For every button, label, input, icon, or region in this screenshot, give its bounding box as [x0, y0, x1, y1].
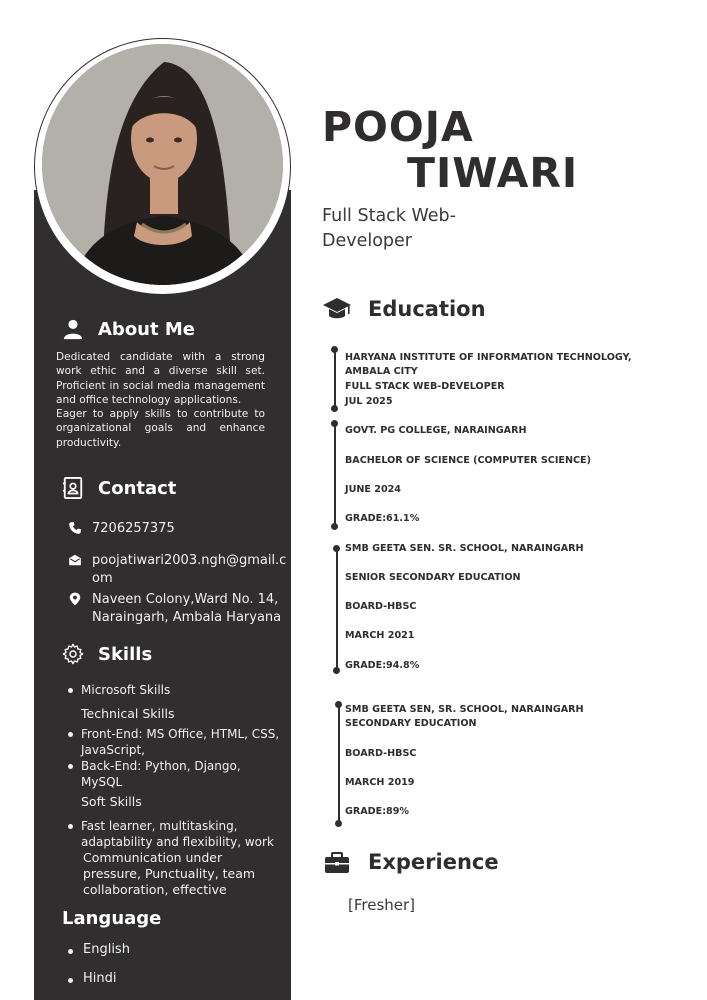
phone-icon [66, 520, 84, 538]
gear-icon [62, 643, 84, 665]
address-text: Naveen Colony,Ward No. 14, Naraingarh, Ambala Haryana [92, 592, 282, 625]
language-item: English [66, 942, 130, 957]
timeline-dot [331, 405, 338, 412]
timeline-line [334, 425, 336, 527]
language-item: Hindi [66, 971, 117, 986]
skill-item: Back-End: Python, Django, MySQL [66, 758, 281, 790]
contact-heading [62, 477, 176, 499]
edu-date: JUL 2025 [345, 396, 393, 407]
location-pin-icon [66, 591, 84, 626]
timeline-dot [335, 701, 342, 708]
timeline-dot [335, 820, 342, 827]
edu-program: SENIOR SECONDARY EDUCATION [345, 572, 521, 583]
edu-grade: GRADE:61.1% [345, 513, 420, 524]
edu-grade: GRADE:89% [345, 806, 410, 817]
timeline-dot [333, 545, 340, 552]
edu-institution: AMBALA CITY [345, 366, 418, 377]
contact-address [66, 591, 288, 626]
skill-item: Front-End: MS Office, HTML, CSS, JavaScript, [66, 726, 281, 758]
edu-grade: GRADE:94.8% [345, 660, 420, 671]
skill-item: Communication under pressure, Punctuality, team collaboration, effective [83, 850, 256, 897]
contact-card-icon [62, 477, 84, 499]
edu-program: BACHELOR OF SCIENCE (COMPUTER SCIENCE) [345, 455, 591, 466]
phone-number[interactable]: 7206257375 [92, 521, 175, 536]
skill-item: Fast learner, multitasking, adaptability and flexibility, work [66, 818, 281, 850]
mail-icon [66, 552, 84, 587]
experience-value: [Fresher] [348, 896, 416, 914]
timeline-line [334, 350, 336, 408]
name-last: TIWARI [407, 149, 579, 197]
edu-institution: SMB GEETA SEN, SR. SCHOOL, NARAINGARH [345, 704, 584, 715]
timeline-dot [331, 420, 338, 427]
experience-title: Experience [368, 850, 499, 874]
skills-heading [62, 643, 152, 665]
job-title: Full Stack Web-Developer [322, 206, 456, 251]
edu-date: MARCH 2019 [345, 777, 415, 788]
contact-phone [66, 520, 288, 538]
edu-institution: GOVT. PG COLLEGE, NARAINGARH [345, 425, 527, 436]
profile-photo [42, 44, 283, 285]
edu-date: JUNE 2024 [345, 484, 401, 495]
timeline-dot [331, 523, 338, 530]
skills-title: Skills [98, 643, 153, 665]
timeline-dot [331, 346, 338, 353]
name-first: POOJA [322, 103, 474, 151]
skill-subheading: Technical Skills [81, 706, 175, 721]
edu-board: BOARD-HBSC [345, 601, 417, 612]
timeline-line [338, 706, 340, 824]
edu-board: BOARD-HBSC [345, 748, 417, 759]
briefcase-icon [322, 847, 352, 877]
user-icon [62, 318, 84, 340]
skill-item: Microsoft Skills [66, 682, 281, 698]
edu-date: MARCH 2021 [345, 630, 415, 641]
portrait-illustration [42, 44, 283, 285]
edu-institution: HARYANA INSTITUTE OF INFORMATION TECHNOLOGY, [345, 352, 632, 363]
edu-institution: SMB GEETA SEN. SR. SCHOOL, NARAINGARH [345, 543, 584, 554]
about-text [56, 350, 265, 450]
education-heading [322, 294, 486, 324]
timeline-line [336, 550, 338, 670]
skill-subheading: Soft Skills [81, 794, 142, 809]
contact-title: Contact [98, 477, 177, 499]
about-title: About Me [98, 318, 195, 340]
about-heading [62, 318, 195, 340]
contact-email [66, 552, 288, 587]
experience-heading [322, 847, 499, 877]
about-paragraph: Eager to apply skills to contribute to organizational goals and enhance productivity. [56, 408, 265, 449]
skills-list [66, 682, 281, 898]
timeline-dot [333, 667, 340, 674]
education-title: Education [368, 297, 486, 321]
edu-program: FULL STACK WEB-DEVELOPER [345, 381, 505, 392]
email-address[interactable]: poojatiwari2003.ngh@gmail.com [92, 553, 287, 586]
graduation-cap-icon [322, 294, 352, 324]
language-title: Language [62, 908, 162, 929]
about-paragraph: Dedicated candidate with a strong work ethic and a diverse skill set. Proficient in social media management and office technology applications. [56, 351, 265, 406]
edu-program: SECONDARY EDUCATION [345, 718, 477, 729]
